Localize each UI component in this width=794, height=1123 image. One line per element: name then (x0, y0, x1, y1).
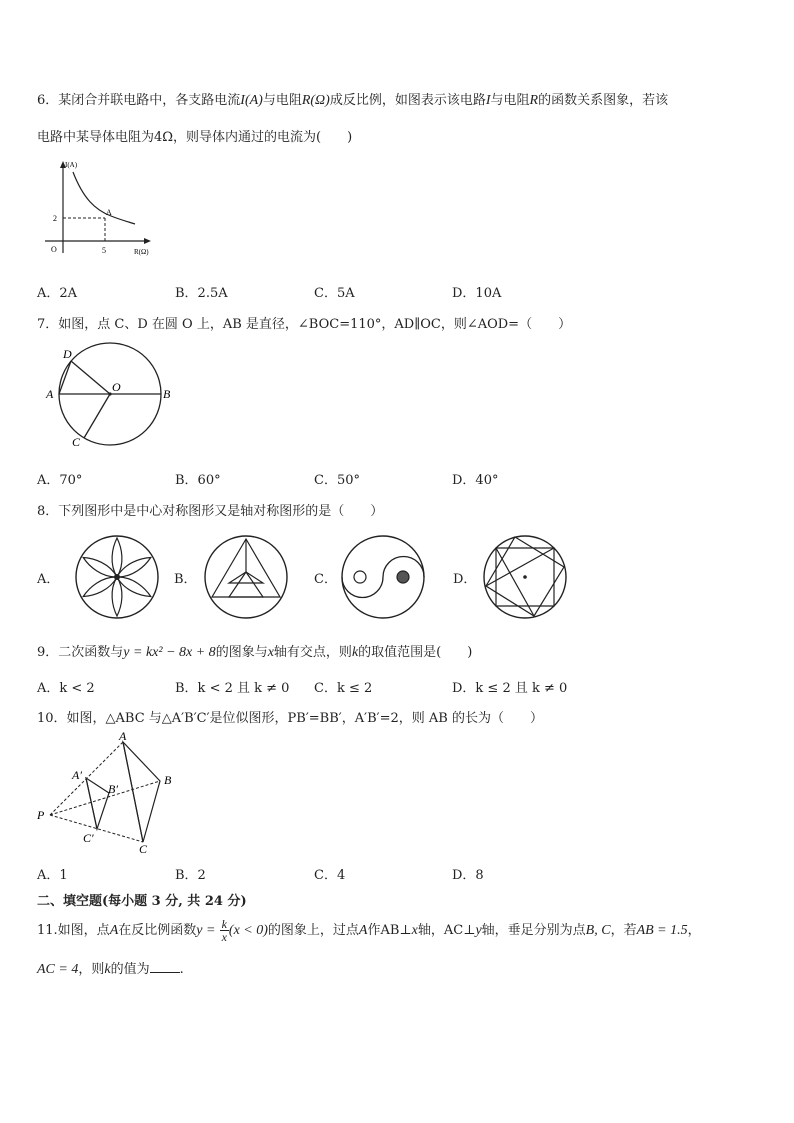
q9-option-c[interactable]: C．k ≤ 2 (314, 681, 373, 696)
q10-option-a[interactable]: A．1 (37, 868, 68, 883)
q11-point-a: A (109, 923, 119, 938)
q9-text-b: 的图象与 (215, 645, 268, 660)
q7-label-c: C (72, 435, 81, 449)
q10-label-b1: B′ (108, 782, 118, 796)
q11-line1: 11.如图，点A在反比例函数y = $\frac{k}{x}$ (x < 0)的图象上，过点A作AB⊥x轴，AC⊥y轴，垂足分别为点B, C，若AB = 1.5， (37, 917, 701, 944)
q6-graph-origin: O (51, 245, 57, 254)
q7-option-d[interactable]: D．40° (452, 473, 499, 488)
q11-k: k (104, 962, 111, 977)
q11-text-f: 轴，垂足分别为点 (481, 923, 586, 938)
q11-ab-eq: AB = 1.5 (636, 923, 688, 938)
q10-label-a1: A′ (72, 768, 82, 782)
q6-text-c: 成反比例，如图表示该电路 (329, 93, 486, 108)
q6-graph (37, 158, 162, 258)
q11-frac-num: k (221, 917, 227, 931)
q9-text-c: 轴有交点，则 (273, 645, 352, 660)
q10-homothety-figure (35, 729, 185, 854)
q10-option-d[interactable]: D．8 (452, 868, 484, 883)
q11-text-g: ，若 (610, 923, 637, 938)
rotated-squares-figure (482, 534, 568, 620)
q7-option-c[interactable]: C．50° (314, 473, 360, 488)
q10-label-c: C (139, 842, 148, 856)
q6-text-b: 与电阻 (262, 93, 302, 108)
q9-text (37, 641, 472, 661)
q6-sym-r: R (529, 93, 539, 108)
q6-graph-tick-y: 2 (53, 214, 57, 223)
q10-label-b: B (164, 773, 172, 787)
q11-text-d: 作AB⊥ (367, 923, 412, 938)
q6-graph-tick-x: 5 (102, 246, 106, 255)
q8-option-a[interactable]: A． (37, 572, 60, 587)
q6-sym-i: I (485, 93, 491, 108)
q7-option-a[interactable]: A．70° (37, 473, 83, 488)
q7-label-a: A (46, 387, 54, 401)
q10-text: 10．如图，△ABC 与△A′B′C′是位似图形，PB′=BB′，A′B′=2，则 AB 的长为（ ） (37, 711, 543, 726)
q11-y-axis: y (475, 923, 482, 938)
q11-text-e: 轴，AC⊥ (417, 923, 476, 938)
q6-sym-rohm: R(Ω) (301, 93, 330, 108)
yin-yang-figure (340, 534, 426, 620)
q6-line1 (37, 89, 668, 109)
q9-option-a[interactable]: A．k < 2 (37, 681, 95, 696)
q6-graph-ylabel: I(A) (65, 161, 78, 169)
q11-ac-eq: AC = 4 (37, 962, 79, 977)
q9-option-b[interactable]: B．k < 2 且 k ≠ 0 (175, 681, 290, 696)
q7-label-d: D (63, 347, 72, 361)
q10-option-b[interactable]: B．2 (175, 868, 206, 883)
q10-label-a: A (119, 729, 127, 743)
q10-option-c[interactable]: C．4 (314, 868, 346, 883)
q8-text: 8．下列图形中是中心对称图形又是轴对称图形的是（ ） (37, 504, 384, 519)
q6-option-a[interactable]: A．2A (37, 286, 78, 301)
q8-option-d[interactable]: D． (453, 572, 477, 587)
q6-option-d[interactable]: D．10A (452, 286, 502, 301)
q11-text-c: 的图象上，过点 (267, 923, 359, 938)
q11-fraction (220, 918, 229, 943)
q6-text-d: 与电阻 (490, 93, 530, 108)
q11-condition: (x < 0) (228, 923, 268, 938)
q9-text-d: 的取值范围是( ) (358, 645, 473, 660)
section-2-heading: 二、填空题(每小题 3 分, 共 24 分) (37, 894, 247, 909)
q11-y-eq: y = (196, 923, 216, 938)
q7-text: 7．如图，点 C、D 在圆 O 上，AB 是直径，∠BOC=110°，AD∥OC，则∠AOD=（ ） (37, 317, 572, 332)
q9-text-a: 9．二次函数与 (37, 645, 124, 660)
flower-figure (74, 534, 160, 620)
q7-label-o: O (112, 380, 121, 394)
q6-option-c[interactable]: C．5A (314, 286, 355, 301)
q9-option-d[interactable]: D．k ≤ 2 且 k ≠ 0 (452, 681, 568, 696)
q6-line2: 电路中某导体电阻为4Ω，则导体内通过的电流为( ) (37, 130, 353, 145)
q6-text-e: 的函数关系图象，若该 (538, 93, 669, 108)
q6-text-a: 6．某闭合并联电路中，各支路电流 (37, 93, 241, 108)
q9-formula: y = kx² − 8x + 8 (123, 645, 216, 660)
q7-label-b: B (163, 387, 171, 401)
q11-text-j: . (179, 962, 184, 977)
q7-circle-figure (40, 340, 180, 452)
q9-k: k (351, 645, 359, 660)
q11-line2 (37, 958, 184, 978)
q8-option-b[interactable]: B． (174, 572, 197, 587)
q8-option-c[interactable]: C． (314, 572, 337, 587)
q6-graph-xlabel: R(Ω) (134, 248, 149, 256)
q11-answer-blank[interactable] (150, 960, 180, 973)
q10-label-c1: C′ (83, 831, 94, 845)
q11-text-b: 在反比例函数 (118, 923, 197, 938)
q11-text-a: 11.如图，点 (37, 923, 110, 938)
q11-text-h: ，则 (78, 962, 105, 977)
q11-x-axis: x (411, 923, 418, 938)
q9-x: x (267, 645, 274, 660)
q11-text-i: 的值为 (110, 962, 150, 977)
q7-option-b[interactable]: B．60° (175, 473, 221, 488)
q11-frac-den: x (221, 930, 227, 944)
q11-point-a-2: A (358, 923, 368, 938)
q6-graph-point: A (106, 208, 112, 217)
q6-sym-ia: I(A) (240, 93, 263, 108)
q11-points-bc: B, C (585, 923, 611, 938)
q6-option-b[interactable]: B．2.5A (175, 286, 228, 301)
q10-label-p: P (37, 808, 45, 822)
triangle-in-circle-figure (203, 534, 289, 620)
